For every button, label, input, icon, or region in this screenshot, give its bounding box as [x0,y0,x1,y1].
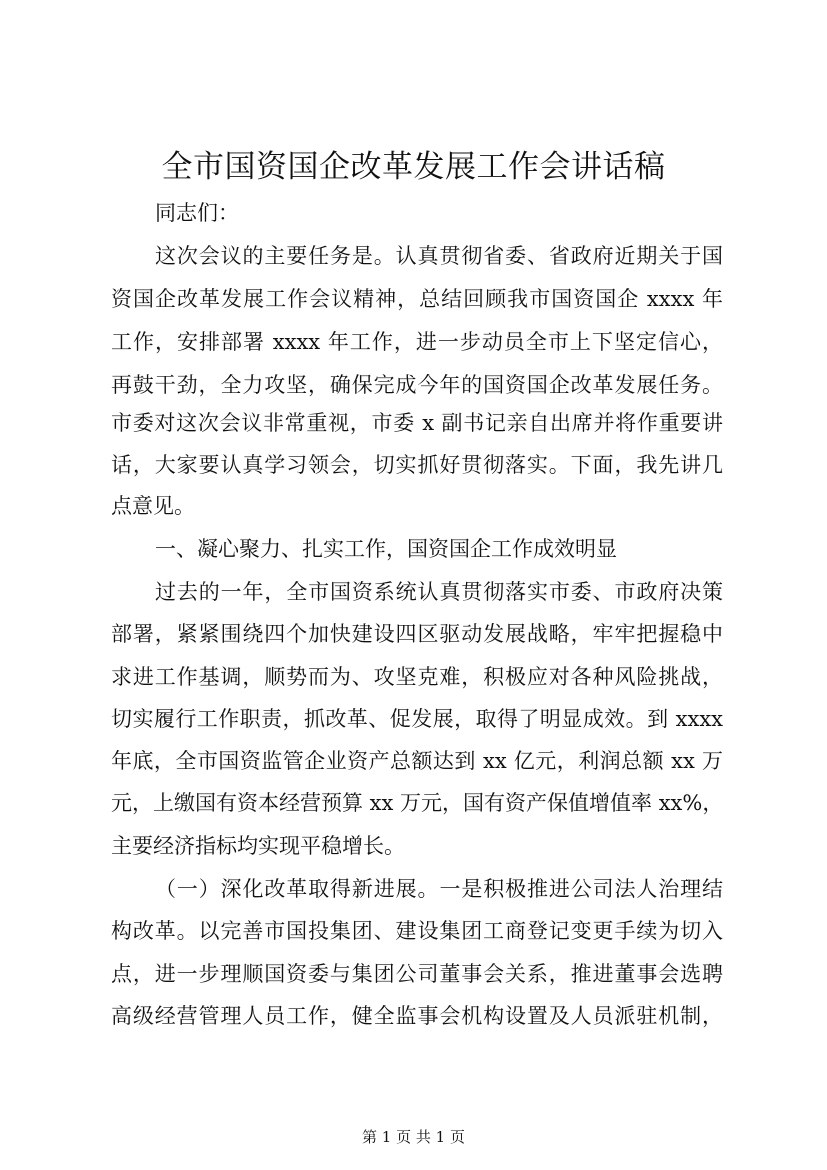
paragraph-line: 工作，安排部署 xxxx 年工作，进一步动员全市上下坚定信心， [111,330,723,354]
section-heading: 一、凝心聚力、扎实工作，国资国企工作成效明显 [155,537,617,561]
paragraph-line: 再鼓干劲，全力攻坚，确保完成今年的国资国企改革发展任务。 [111,373,723,397]
paragraph-line: 点，进一步理顺国资委与集团公司董事会关系，推进董事会选聘 [111,962,723,986]
paragraph-line: 这次会议的主要任务是。认真贯彻省委、省政府近期关于国 [155,244,723,268]
paragraph-line: 部署，紧紧围绕四个加快建设四区驱动发展战略，牢牢把握稳中 [111,622,723,646]
paragraph-line: 高级经营管理人员工作，健全监事会机构设置及人员派驻机制， [111,1004,723,1028]
paragraph-line: 话，大家要认真学习领会，切实抓好贯彻落实。下面，我先讲几 [111,453,723,477]
paragraph-line: 主要经济指标均实现平稳增长。 [111,834,405,858]
paragraph-line: 求进工作基调，顺势而为、攻坚克难，积极应对各种风险挑战， [111,665,723,689]
paragraph-line: 切实履行工作职责，抓改革、促发展，取得了明显成效。到 xxxx [111,707,723,731]
paragraph-line: 过去的一年，全市国资系统认真贯彻落实市委、市政府决策 [155,580,723,604]
paragraph-line: 元，上缴国有资本经营预算 xx 万元，国有资产保值增值率 xx%， [111,791,724,815]
paragraph-line: 点意见。 [111,494,195,518]
paragraph-line: 资国企改革发展工作会议精神，总结回顾我市国资国企 xxxx 年 [111,287,723,311]
salutation-line: 同志们： [155,201,239,225]
document-title: 全市国资国企改革发展工作会讲话稿 [161,149,666,185]
paragraph-line: 市委对这次会议非常重视，市委 x 副书记亲自出席并将作重要讲 [111,411,723,435]
subsection-line: （一）深化改革取得新进展。一是积极推进公司法人治理结 [155,877,723,901]
paragraph-line: 构改革。以完善市国投集团、建设集团工商登记变更手续为切入 [111,919,723,943]
paragraph-line: 年底，全市国资监管企业资产总额达到 xx 亿元，利润总额 xx 万 [111,749,723,773]
page-number: 第 1 页 共 1 页 [362,1128,465,1146]
